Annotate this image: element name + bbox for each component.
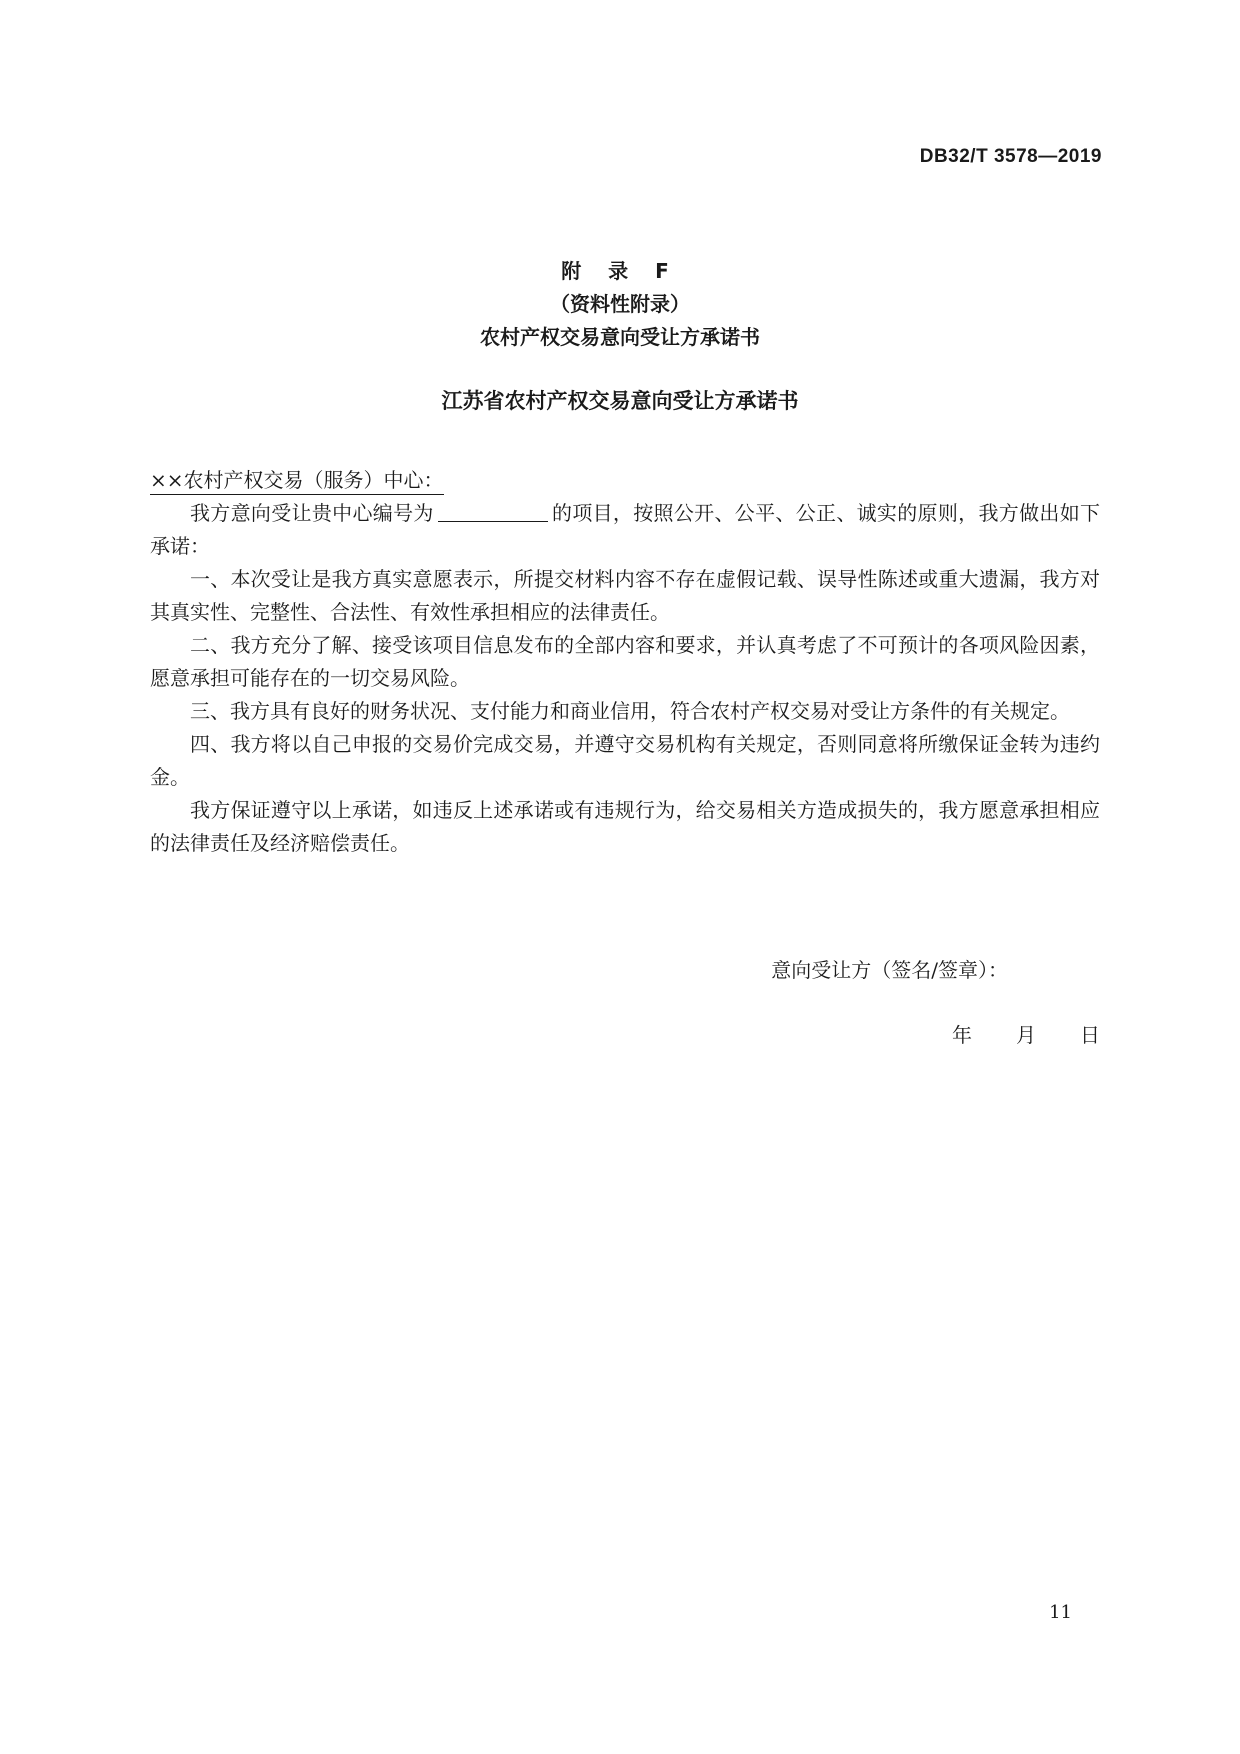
signature-label: 意向受让方（签名/签章）：: [771, 958, 1008, 982]
commitment-item-1: 一、本次受让是我方真实意愿表示，所提交材料内容不存在虚假记载、误导性陈述或重大遗漏，我方对其真实性、完整性、合法性、有效性承担相应的法律责任。: [150, 567, 1100, 624]
appendix-title: 农村产权交易意向受让方承诺书: [480, 325, 760, 349]
date-line: [952, 1019, 1100, 1048]
date-month: 月: [1016, 1023, 1036, 1047]
page-number: 11: [1049, 1602, 1072, 1623]
closing-paragraph: 我方保证遵守以上承诺，如违反上述承诺或有违规行为，给交易相关方造成损失的，我方愿意承担相应的法律责任及经济赔偿责任。: [150, 798, 1100, 855]
commitment-item-4: 四、我方将以自己申报的交易价完成交易，并遵守交易机构有关规定，否则同意将所缴保证金转为违约金。: [150, 732, 1100, 789]
intro-paragraph: [150, 497, 1100, 563]
intro-before-blank: 我方意向受让贵中心编号为: [190, 501, 434, 525]
standard-code: DB32/T 3578—2019: [919, 146, 1102, 167]
intro-after-blank: 的项目，按照公开、公平、公正、诚实的原则，我方做出如下承诺：: [150, 501, 1101, 558]
appendix-label: 附 录 F: [561, 259, 679, 283]
addressee: ××农村产权交易（服务）中心：: [150, 466, 444, 495]
date-year: 年: [952, 1023, 972, 1047]
date-day: 日: [1080, 1023, 1100, 1047]
project-number-blank[interactable]: [438, 501, 548, 522]
form-title: 江苏省农村产权交易意向受让方承诺书: [441, 389, 799, 413]
appendix-type: （资料性附录）: [550, 292, 690, 316]
letter-body: [150, 464, 1100, 860]
commitment-item-3: 三、我方具有良好的财务状况、支付能力和商业信用，符合农村产权交易对受让方条件的有关规定。: [190, 699, 1070, 723]
addressee-line: [150, 464, 1100, 497]
commitment-item-2: 二、我方充分了解、接受该项目信息发布的全部内容和要求，并认真考虑了不可预计的各项风险因素，愿意承担可能存在的一切交易风险。: [150, 633, 1100, 690]
